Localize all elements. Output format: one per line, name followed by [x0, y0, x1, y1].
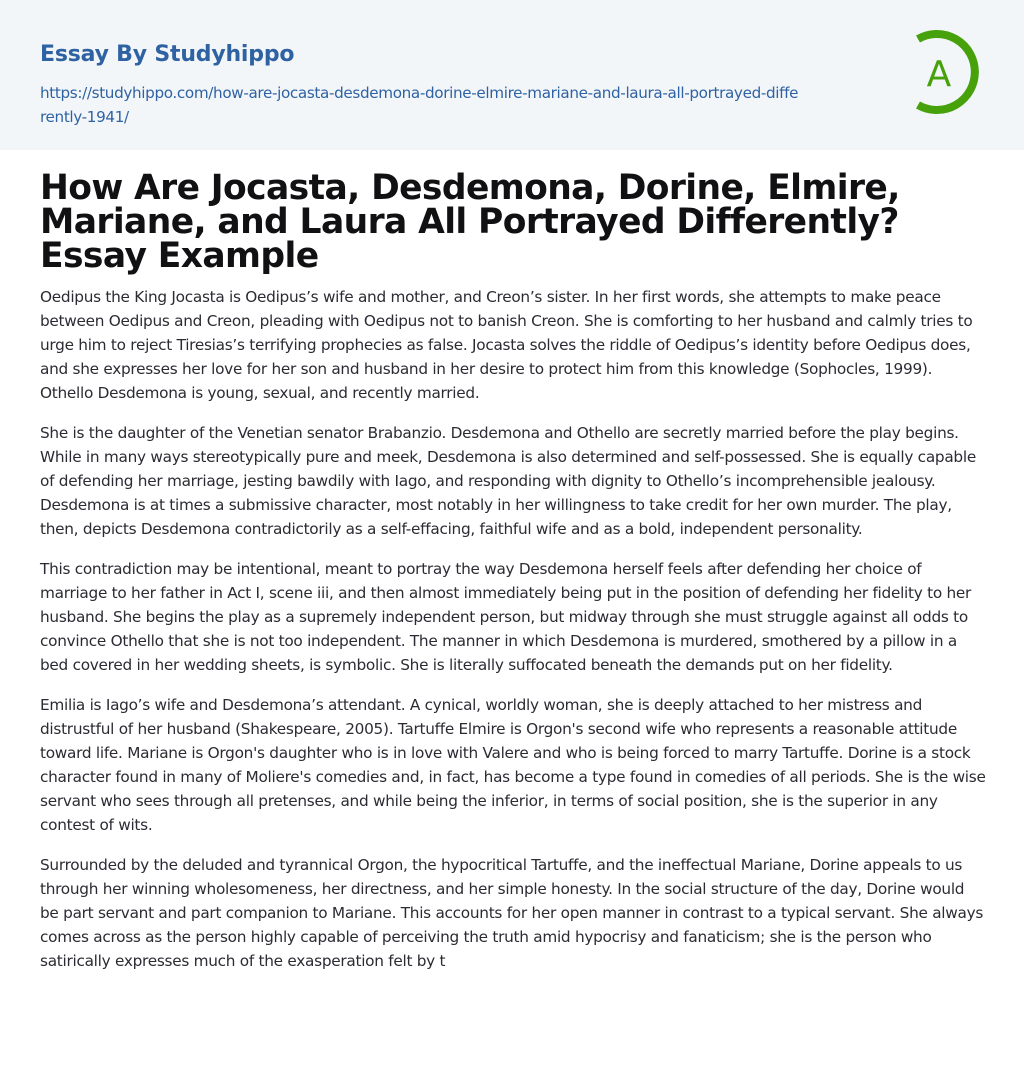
essay-paragraph: This contradiction may be intentional, meant to portray the way Desdemona herself feels after defending her choice of marriage to her father in Act I, scene iii, and then almost immediately being put in the position of defending her fidelity to her husband. She begins the play as a supremely independent person, but midway through she must struggle against all odds to convince Othello that she is not too independent. The manner in which Desdemona is murdered, smothered by a pillow in a bed covered in her wedding sheets, is symbolic. She is literally suffocated beneath the demands put on her fidelity.	[40, 560, 972, 674]
page-title: How Are Jocasta, Desdemona, Dorine, Elmire, Mariane, and Laura All Portrayed Differently? Essay Example	[40, 168, 900, 276]
site-header	[0, 0, 1024, 150]
essay-paragraph: Surrounded by the deluded and tyrannical Orgon, the hypocritical Tartuffe, and the ineffectual Mariane, Dorine appeals to us through her winning wholesomeness, her directness, and her simple honesty. In the social structure of the day, Dorine would be part servant and part companion to Mariane. This accounts for her open manner in contrast to a typical servant. She always comes across as the person highly capable of perceiving the truth amid hypocrisy and fanaticism; she is the person who satirically expresses much of the exasperation felt by t	[40, 856, 984, 970]
essay-paragraph: Emilia is Iago’s wife and Desdemona’s attendant. A cynical, worldly woman, she is deeply attached to her mistress and distrustful of her husband (Shakespeare, 2005). Tartuffe Elmire is Orgon's second wife who represents a reasonable attitude toward life. Mariane is Orgon's daughter who is in love with Valere and who is being forced to marry Tartuffe. Dorine is a stock character found in many of Moliere's comedies and, in fact, has become a type found in comedies of all periods. She is the wise servant who sees through all pretenses, and while being the inferior, in terms of social position, she is the superior in any contest of wits.	[40, 696, 986, 834]
essay-main	[0, 150, 1024, 973]
essay-paragraph: Oedipus the King Jocasta is Oedipus’s wife and mother, and Creon’s sister. In her first words, she attempts to make peace between Oedipus and Creon, pleading with Oedipus not to banish Creon. She is comforting to her husband and calmly tries to urge him to reject Tiresias’s terrifying prophecies as false. Jocasta solves the riddle of Oedipus’s identity before Oedipus does, and she expresses her love for her son and husband in her desire to protect him from this knowledge (Sophocles, 1999). Othello Desdemona is young, sexual, and recently married.	[40, 288, 973, 402]
studyhippo-logo-icon[interactable]	[906, 29, 986, 115]
essay-body	[40, 285, 984, 973]
brand-title: Essay By Studyhippo	[40, 42, 295, 67]
logo-letter: A	[926, 54, 952, 95]
essay-paragraph: She is the daughter of the Venetian senator Brabanzio. Desdemona and Othello are secretly married before the play begins. While in many ways stereotypically pure and meek, Desdemona is also determined and self-possessed. She is equally capable of defending her marriage, jesting bawdily with Iago, and responding with dignity to Othello’s incomprehensible jealousy. Desdemona is at times a submissive character, most notably in her willingness to take credit for her own murder. The play, then, depicts Desdemona contradictorily as a self-effacing, faithful wife and as a bold, independent personality.	[40, 424, 976, 538]
source-url-link[interactable]: https://studyhippo.com/how-are-jocasta-desdemona-dorine-elmire-mariane-and-laura-all-portrayed-differently-1941/	[40, 84, 799, 126]
